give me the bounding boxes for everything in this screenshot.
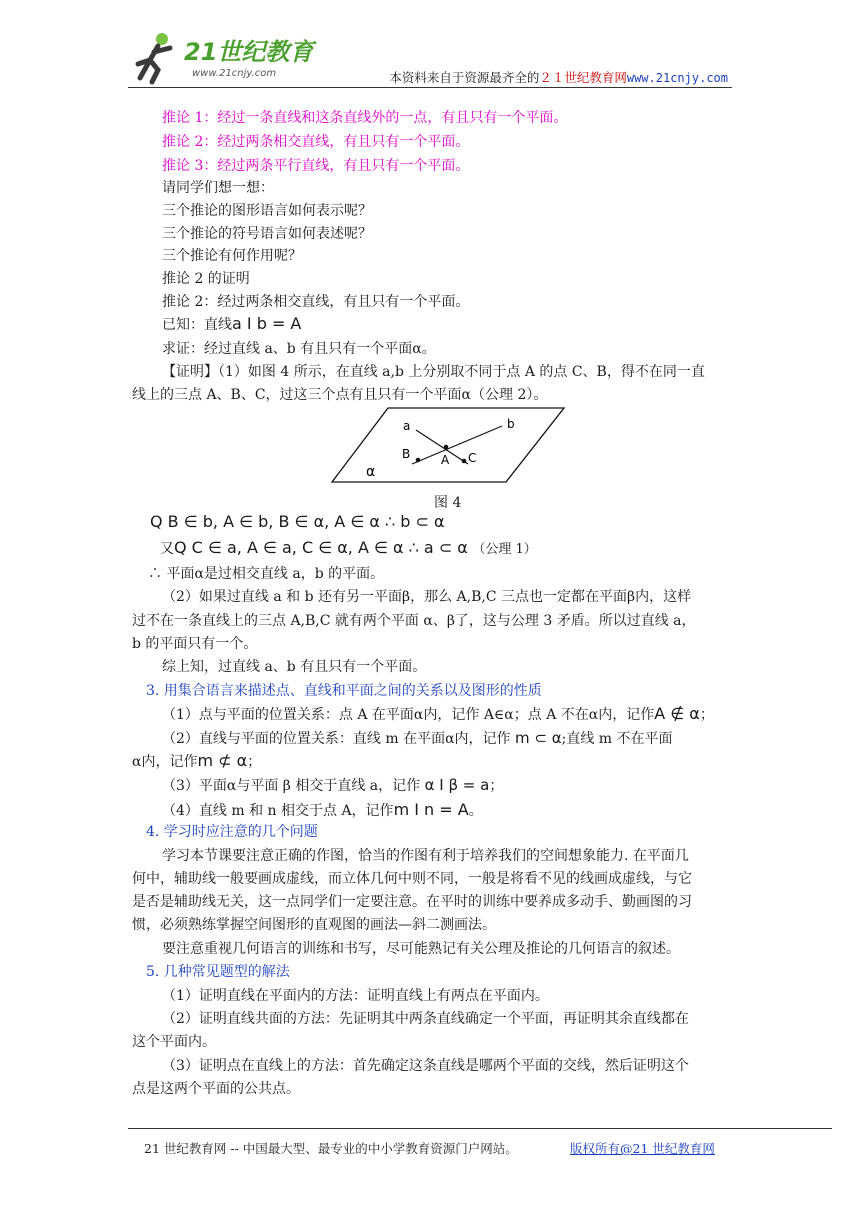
source-brand-link[interactable]: ２１世纪教育网 (539, 70, 627, 85)
section-3-item-3: （3）平面α与平面 β 相交于直线 a，记作 α I β = a； (162, 776, 504, 794)
section-3-item-1: （1）点与平面的位置关系：点 A 在平面α内，记作 A∈α；点 A 不在α内，记作A ∉ α； (162, 704, 714, 723)
math-line-1: Q B ∈ b, A ∈ b, B ∈ α, A ∈ α ∴ b ⊂ α (150, 512, 445, 531)
section-3-item-2-cont: α内，记作m ⊄ α； (132, 751, 262, 770)
section-5-item-2b: 这个平面内。 (132, 1034, 216, 1050)
figure-4-plane-diagram (330, 404, 566, 484)
section-3-item-4-text: （4）直线 m 和 n 相交于点 A，记作 (162, 803, 394, 819)
proof-step-1b: 线上的三点 A、B、C，过这三个点有且只有一个平面α（公理 2）。 (132, 387, 548, 403)
runner-icon (138, 33, 170, 82)
line-b (412, 426, 502, 464)
footer-copyright-link[interactable]: 版权所有@21 世纪教育网 (570, 1141, 715, 1156)
label-a: a (403, 419, 411, 433)
section-4-para-1b: 何中，辅助线一般要画成虚线，而立体几何中则不同，一般是将看不见的线画成虚线，与它 (132, 871, 692, 887)
question-2: 三个推论的符号语言如何表述呢？ (162, 226, 372, 242)
section-5-item-1: （1）证明直线在平面内的方法：证明直线上有两点在平面内。 (162, 988, 549, 1004)
section-4-para-2: 要注意重视几何语言的训练和书写，尽可能熟记有关公理及推论的几何语言的叙述。 (162, 941, 680, 957)
section-5-item-3a: （3）证明点在直线上的方法：首先确定这条直线是哪两个平面的交线，然后证明这个 (162, 1058, 689, 1074)
section-4-heading: 4. 学习时应注意的几个问题 (146, 824, 318, 840)
question-intro: 请同学们想一想： (162, 180, 274, 196)
section-3-item-2-text-b: ;直线 m 不在平面 (561, 731, 673, 747)
proof-conclusion: ∴ 平面α是过相交直线 a，b 的平面。 (148, 566, 385, 582)
section-4-para-1c: 是否是辅助线无关，这一点同学们一定要注意。在平时的训练中要养成多动手、勤画图的习 (132, 894, 692, 910)
section-4-para-1a: 学习本节课要注意正确的作图，恰当的作图有利于培养我们的空间想象能力. 在平面几 (162, 848, 689, 864)
section-3-item-4-math: m I n = A (393, 800, 469, 819)
page-header (128, 30, 732, 88)
logo-url: www.21cnjy.com (192, 68, 277, 79)
proof-title: 推论 2 的证明 (162, 271, 250, 287)
math-line-2 (160, 538, 537, 560)
corollary-3: 推论 3：经过两条平行直线，有且只有一个平面。 (162, 158, 470, 174)
footer-divider (128, 1128, 832, 1129)
proof-step-1a: 【证明】（1）如图 4 所示，在直线 a,b 上分别取不同于点 A 的点 C、B，得不在同一直 (162, 364, 705, 380)
label-A: A (441, 453, 450, 467)
label-alpha: α (366, 464, 376, 480)
axiom-1-ref: （公理 1） (472, 542, 537, 557)
section-3-item-3-text: （3）平面α与平面 β 相交于直线 a，记作 (162, 778, 421, 794)
section-5-item-3b: 点是这两个平面的公共点。 (132, 1081, 300, 1097)
section-3-item-4: （4）直线 m 和 n 相交于点 A，记作m I n = A。 (162, 800, 483, 819)
question-3: 三个推论有何作用呢？ (162, 248, 302, 264)
source-notice (389, 68, 728, 86)
given-math: a I b = A (232, 314, 302, 333)
section-3-heading: 3. 用集合语言来描述点、直线和平面之间的关系以及图形的性质 (146, 683, 542, 699)
section-3-item-2-math-2: m ⊄ α (197, 751, 248, 770)
given-label: 已知：直线 (162, 317, 232, 333)
source-prefix: 本资料来自于资源最齐全的 (389, 70, 540, 85)
also-label: 又 (160, 541, 174, 557)
proof-step-2a: （2）如果过直线 a 和 b 还有另一平面β，那么 A,B,C 三点也一定都在平面β内，这样 (162, 589, 692, 605)
section-4-para-1d: 惯，必须熟练掌握空间图形的直观图的画法—斜二测画法。 (132, 917, 496, 933)
section-3-item-2 (162, 728, 673, 749)
logo-text: 21世纪教育 (184, 38, 314, 66)
point-C-dot (462, 459, 467, 464)
proof-step-2c: b 的平面只有一个。 (132, 636, 258, 652)
label-B: B (402, 447, 411, 461)
point-A-dot (444, 445, 449, 450)
proof-restatement: 推论 2：经过两条相交直线，有且只有一个平面。 (162, 294, 470, 310)
section-5-heading: 5. 几种常见题型的解法 (146, 964, 290, 980)
label-b: b (507, 417, 515, 431)
footer-site-description: 21 世纪教育网 -- 中国最大型、最专业的中小学教育资源门户网站。 (144, 1141, 518, 1156)
section-3-item-3-math: α I β = a (424, 776, 490, 794)
given-statement (162, 314, 301, 335)
section-3-item-2-math-1: m ⊂ α (515, 729, 562, 747)
proof-step-2b: 过不在一条直线上的三点 A,B,C 就有两个平面 α、β了，这与公理 3 矛盾。所以过直线 a， (132, 613, 696, 629)
prove-statement: 求证：经过直线 a、b 有且只有一个平面α。 (162, 341, 436, 357)
section-5-item-2a: （2）证明直线共面的方法：先证明其中两条直线确定一个平面，再证明其余直线都在 (162, 1011, 689, 1027)
point-B-dot (416, 458, 421, 463)
corollary-2: 推论 2：经过两条相交直线，有且只有一个平面。 (162, 134, 470, 150)
section-3-item-2-text-c: α内，记作 (132, 754, 198, 770)
math-line-2-expr: Q C ∈ a, A ∈ a, C ∈ α, A ∈ α ∴ a ⊂ α (174, 538, 468, 557)
source-url-link[interactable]: www.21cnjy.com (626, 71, 728, 85)
question-1: 三个推论的图形语言如何表示呢？ (162, 203, 372, 219)
section-3-item-2-text-a: （2）直线与平面的位置关系：直线 m 在平面α内，记作 (162, 731, 511, 747)
proof-summary: 综上知，过直线 a、b 有且只有一个平面。 (162, 659, 427, 675)
label-C: C (468, 451, 477, 465)
section-3-item-1-math: A ∉ α (654, 704, 700, 723)
corollary-1: 推论 1：经过一条直线和这条直线外的一点，有且只有一个平面。 (162, 110, 568, 126)
figure-caption: 图 4 (434, 495, 462, 511)
site-logo (128, 30, 343, 86)
section-3-item-1-text: （1）点与平面的位置关系：点 A 在平面α内，记作 A∈α；点 A 不在α内，记作 (162, 707, 655, 723)
header-divider (128, 87, 732, 88)
